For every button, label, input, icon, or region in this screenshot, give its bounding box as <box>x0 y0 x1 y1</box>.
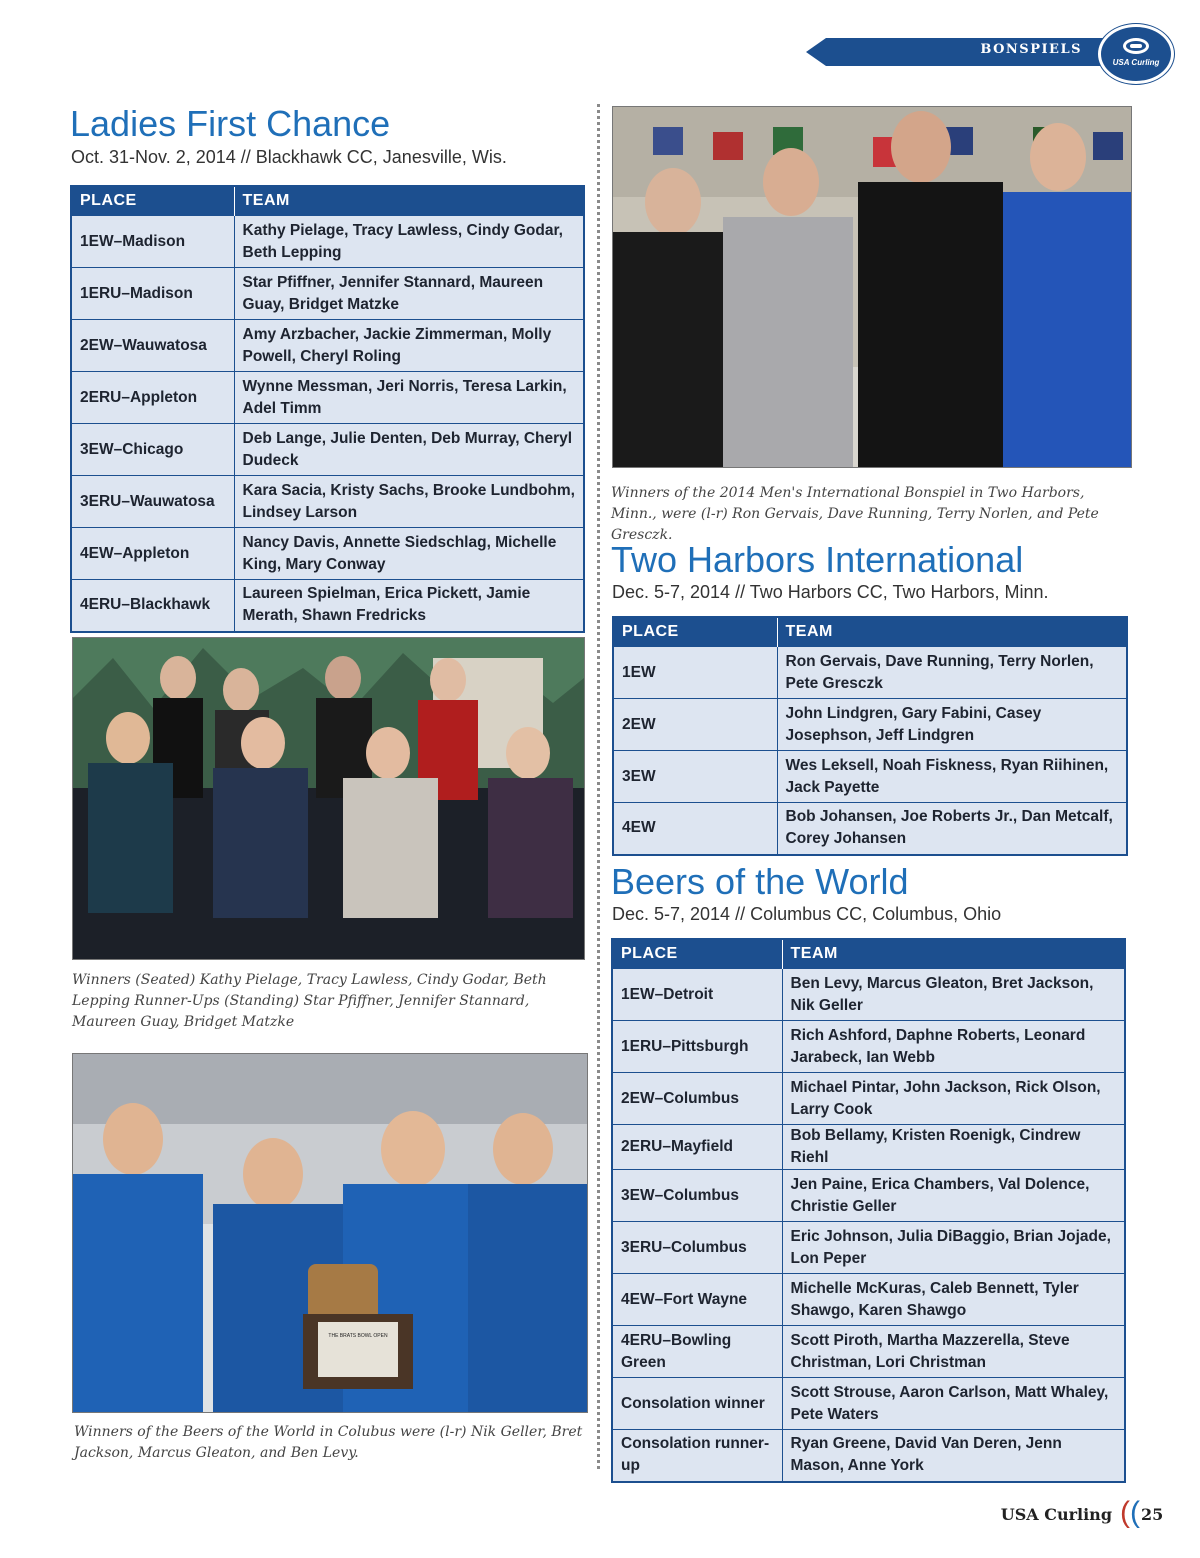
ladies-results-table <box>70 185 585 633</box>
place-cell: 1ERU–Pittsburgh <box>612 1021 782 1073</box>
team-cell: Bob Johansen, Joe Roberts Jr., Dan Metcalf, Corey Johansen <box>777 803 1127 855</box>
team-cell: Jen Paine, Erica Chambers, Val Dolence, Christie Geller <box>782 1170 1125 1222</box>
table-row <box>612 1326 1125 1378</box>
place-cell: 4ERU–Blackhawk <box>71 580 234 632</box>
trophy-plaque-text: THE BRATS BOWL OPEN <box>328 1333 388 1339</box>
section-label: BONSPIELS <box>980 42 1082 57</box>
logo-text: USA Curling <box>1112 58 1160 67</box>
place-cell: 1EW–Detroit <box>612 969 782 1021</box>
table-row <box>612 1430 1125 1482</box>
table-row <box>612 1274 1125 1326</box>
table-row <box>71 580 584 632</box>
team-cell: Kara Sacia, Kristy Sachs, Brooke Lundbohm, Lindsey Larson <box>234 476 584 528</box>
place-cell: 4ERU–Bowling Green <box>612 1326 782 1378</box>
team-cell: Scott Strouse, Aaron Carlson, Matt Whaley, Pete Waters <box>782 1378 1125 1430</box>
beers-subtitle: Dec. 5-7, 2014 // Columbus CC, Columbus, Ohio <box>612 904 1002 924</box>
team-header: TEAM <box>782 939 1125 969</box>
team-cell: Wes Leksell, Noah Fiskness, Ryan Riihinen, Jack Payette <box>777 751 1127 803</box>
place-cell: 4EW <box>613 803 777 855</box>
place-header: PLACE <box>612 939 782 969</box>
team-cell: Deb Lange, Julie Denten, Deb Murray, Cheryl Dudeck <box>234 424 584 476</box>
table-row <box>612 1125 1125 1170</box>
footer-publication: USA Curling <box>1000 1505 1112 1524</box>
beers-winners-photo <box>72 1053 588 1413</box>
table-row <box>71 216 584 268</box>
table-row <box>612 1378 1125 1430</box>
table-row <box>612 1222 1125 1274</box>
table-row <box>71 268 584 320</box>
team-cell: Laureen Spielman, Erica Pickett, Jamie Merath, Shawn Fredricks <box>234 580 584 632</box>
team-cell: Michael Pintar, John Jackson, Rick Olson, Larry Cook <box>782 1073 1125 1125</box>
team-cell: Nancy Davis, Annette Siedschlag, Michelle King, Mary Conway <box>234 528 584 580</box>
team-cell: Ben Levy, Marcus Gleaton, Bret Jackson, Nik Geller <box>782 969 1125 1021</box>
team-cell: Eric Johnson, Julia DiBaggio, Brian Jojade, Lon Peper <box>782 1222 1125 1274</box>
table-row <box>612 969 1125 1021</box>
place-cell: 2EW–Wauwatosa <box>71 320 234 372</box>
place-cell: 3EW <box>613 751 777 803</box>
place-cell: 4EW–Appleton <box>71 528 234 580</box>
place-cell: 3ERU–Wauwatosa <box>71 476 234 528</box>
footer-ornament: (( <box>1120 1496 1140 1529</box>
team-cell: Ryan Greene, David Van Deren, Jenn Mason, Anne York <box>782 1430 1125 1482</box>
section-banner <box>806 38 1136 66</box>
table-row <box>612 1170 1125 1222</box>
ladies-subtitle: Oct. 31-Nov. 2, 2014 // Blackhawk CC, Janesville, Wis. <box>71 147 507 167</box>
place-cell: 1EW <box>613 647 777 699</box>
place-cell: 4EW–Fort Wayne <box>612 1274 782 1326</box>
place-cell: 2EW–Columbus <box>612 1073 782 1125</box>
ladies-title: Ladies First Chance <box>70 103 391 144</box>
column-divider <box>597 104 600 1469</box>
table-row <box>71 528 584 580</box>
place-cell: Consolation winner <box>612 1378 782 1430</box>
place-cell: 1ERU–Madison <box>71 268 234 320</box>
table-row <box>613 699 1127 751</box>
twoharbors-results-table <box>612 616 1128 856</box>
team-cell: Amy Arzbacher, Jackie Zimmerman, Molly Powell, Cheryl Roling <box>234 320 584 372</box>
table-row <box>71 424 584 476</box>
twoharbors-winners-photo <box>612 106 1132 468</box>
table-row <box>612 1021 1125 1073</box>
beers-results-table <box>611 938 1126 1483</box>
twoharbors-photo-caption: Winners of the 2014 Men's International Bonspiel in Two Harbors, Minn., were (l-r) Ron Gervais, Dave Running, Terry Norlen, and Pete Gresczk. <box>611 485 1099 543</box>
beers-title: Beers of the World <box>611 861 909 902</box>
place-cell: 2EW <box>613 699 777 751</box>
team-cell: Rich Ashford, Daphne Roberts, Leonard Jarabeck, Ian Webb <box>782 1021 1125 1073</box>
table-row <box>71 372 584 424</box>
team-header: TEAM <box>234 186 584 216</box>
place-cell: 2ERU–Mayfield <box>612 1125 782 1170</box>
twoharbors-title: Two Harbors International <box>611 539 1024 580</box>
team-cell: Star Pfiffner, Jennifer Stannard, Maureen Guay, Bridget Matzke <box>234 268 584 320</box>
place-cell: Consolation runner-up <box>612 1430 782 1482</box>
usa-curling-logo <box>1098 24 1174 84</box>
curling-stone-icon <box>1123 38 1149 54</box>
team-cell: Michelle McKuras, Caleb Bennett, Tyler Shawgo, Karen Shawgo <box>782 1274 1125 1326</box>
table-row <box>613 751 1127 803</box>
beers-photo-caption: Winners of the Beers of the World in Colubus were (l-r) Nik Geller, Bret Jackson, Marcus Gleaton, and Ben Levy. <box>74 1424 583 1461</box>
place-cell: 3ERU–Columbus <box>612 1222 782 1274</box>
table-row <box>613 647 1127 699</box>
team-cell: Wynne Messman, Jeri Norris, Teresa Larkin, Adel Timm <box>234 372 584 424</box>
table-row <box>71 476 584 528</box>
place-header: PLACE <box>71 186 234 216</box>
table-row <box>71 320 584 372</box>
team-cell: Scott Piroth, Martha Mazzerella, Steve Christman, Lori Christman <box>782 1326 1125 1378</box>
team-cell: Bob Bellamy, Kristen Roenigk, Cindrew Riehl <box>782 1125 1125 1170</box>
team-header: TEAM <box>777 617 1127 647</box>
table-row <box>612 1073 1125 1125</box>
place-cell: 3EW–Columbus <box>612 1170 782 1222</box>
twoharbors-subtitle: Dec. 5-7, 2014 // Two Harbors CC, Two Harbors, Minn. <box>612 582 1049 602</box>
ladies-photo-caption: Winners (Seated) Kathy Pielage, Tracy Lawless, Cindy Godar, Beth Lepping Runner-Ups (Standing) Star Pfiffner, Jennifer Stannard, Maureen Guay, Bridget Matzke <box>72 972 547 1030</box>
place-cell: 3EW–Chicago <box>71 424 234 476</box>
place-cell: 2ERU–Appleton <box>71 372 234 424</box>
ladies-winners-photo <box>72 637 585 960</box>
table-row <box>613 803 1127 855</box>
team-cell: Ron Gervais, Dave Running, Terry Norlen, Pete Gresczk <box>777 647 1127 699</box>
place-header: PLACE <box>613 617 777 647</box>
page-number: 25 <box>1141 1505 1164 1524</box>
team-cell: John Lindgren, Gary Fabini, Casey Josephson, Jeff Lindgren <box>777 699 1127 751</box>
place-cell: 1EW–Madison <box>71 216 234 268</box>
team-cell: Kathy Pielage, Tracy Lawless, Cindy Godar, Beth Lepping <box>234 216 584 268</box>
